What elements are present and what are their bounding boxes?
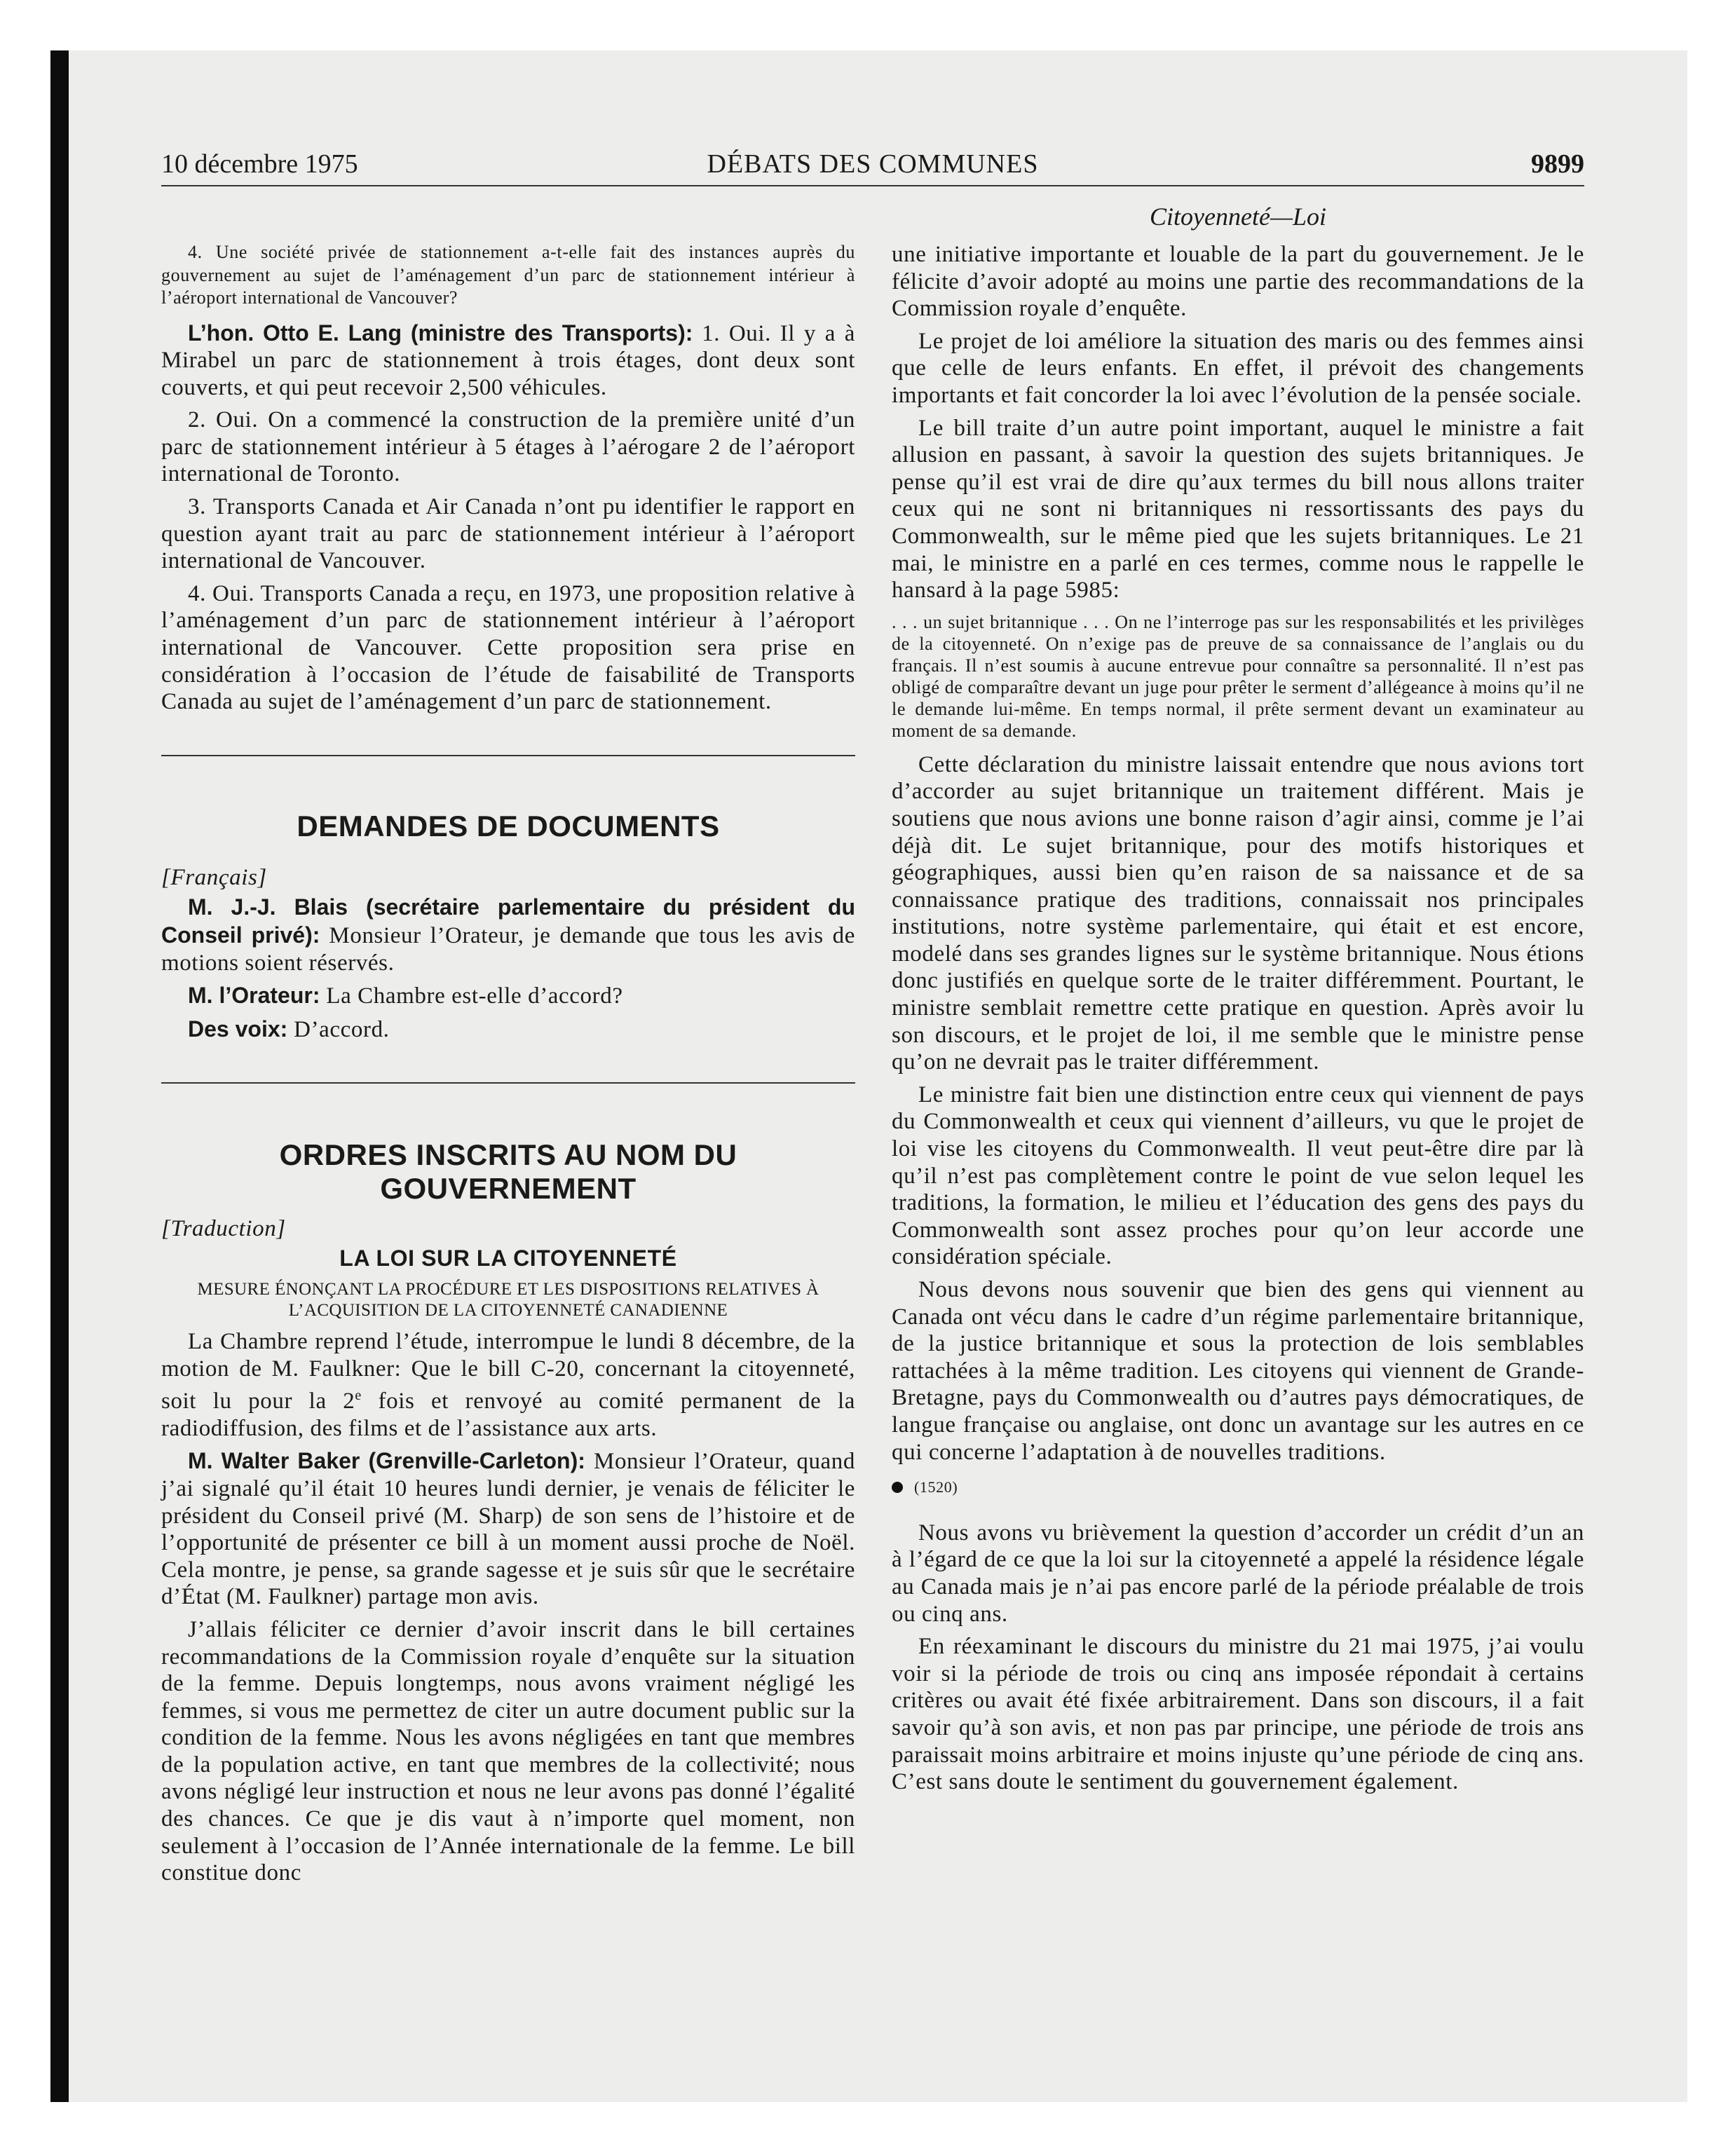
binding-edge	[50, 50, 69, 2102]
orateur-text: La Chambre est-elle d’accord?	[320, 983, 623, 1009]
lang-answer-text: 1. Oui. Il y a à Mirabel un parc de stationnement à trois étages, dont deux sont couverts, et qui peut recevoir 2,500 véhicules.	[161, 320, 855, 400]
speaker-baker: M. Walter Baker (Grenville-Carleton):	[188, 1448, 585, 1474]
section-title-demandes: DEMANDES DE DOCUMENTS	[297, 809, 720, 842]
running-head: Citoyenneté—Loi	[1150, 203, 1326, 231]
hansard-quote: . . . un sujet britannique . . . On ne l’interroge pas sur les responsabilités et les privilèges de la citoyenneté. On n’exige pas de preuve de sa connaissance de l’anglais ou du français. Il n’est soumis à aucune entrevue pour connaître sa personnalité. Il n’est pas obligé de comparaître devant un juge pour prêter le serment d’allégeance à moins qu’il ne le demande lui-même. En temps normal, il prête serment devant un examinateur au moment de sa demande.	[892, 611, 1584, 741]
page-number: 9899	[1531, 149, 1584, 179]
paragraph-jallais: J’allais féliciter ce dernier d’avoir inscrit dans le bill certaines recommandations de la Commission royale d’enquête sur la situation de la femme. Depuis longtemps, nous avons vraiment négligé les femmes, si vous me permettez de citer un autre document public sur la condition de la femme. Nous les avons négligées en tant que membres de la population active, en tant que membres de la collectivité; nous avons négligé leur instruction et nous ne leur avons pas donné l’égalité des chances. Ce que je dis vaut à n’importe quel moment, non seulement à l’occasion de l’Année internationale de la femme. Le bill constitue donc	[161, 1616, 855, 1886]
header-date: 10 décembre 1975	[161, 149, 358, 179]
speaker-lang: L’hon. Otto E. Lang (ministre des Transports):	[188, 320, 693, 346]
header-title: DÉBATS DES COMMUNES	[707, 149, 1039, 179]
paragraph: Le bill traite d’un autre point important, auquel le ministre a fait allusion en passant, à savoir la question des sujets britanniques. Je pense qu’il est vrai de dire qu’aux termes du bill nous allons traiter ceux qui ne sont ni britanniques ni ressortissants des pays du Commonwealth, sur le même pied que les sujets britanniques. Le 21 mai, le ministre en a parlé en ces termes, comme nous le rappelle le hansard à la page 5985:	[892, 415, 1584, 603]
paragraph: Nous devons nous souvenir que bien des gens qui viennent au Canada ont vécu dans le cadre d’un régime parlementaire britannique, de la justice britannique et sous la protection de lois semblables rattachées à la même tradition. Les citoyens qui viennent de Grande-Bretagne, pays du Commonwealth ou d’autres pays démocratiques, de langue française ou anglaise, ont donc un avantage sur les autres en ce qui concerne l’adaptation à de nouvelles traditions.	[892, 1277, 1584, 1465]
answer-3: 3. Transports Canada et Air Canada n’ont pu identifier le rapport en question ayant trait au parc de stationnement intérieur à l’aéroport international de Vancouver.	[161, 494, 855, 574]
orateur-statement	[161, 982, 855, 1010]
section-title-ordres: ORDRES INSCRITS AU NOM DU GOUVERNEMENT	[279, 1138, 737, 1206]
resume-motion	[161, 1328, 855, 1442]
lang-answer	[161, 320, 855, 402]
blais-statement	[161, 894, 855, 976]
paragraph: Le projet de loi améliore la situation des maris ou des femmes ainsi que celle de leurs enfants. En effet, il prévoit des changements importants et fait concorder la loi avec l’évolution de la pensée sociale.	[892, 328, 1584, 408]
paragraph: En réexaminant le discours du ministre du 21 mai 1975, j’ai voulu voir si la période de trois ou cinq ans imposée répondait à certains critères ou avait été fixée arbitrairement. Dans son discours, il a fait savoir qu’à son avis, et non pas par principe, une période de trois ans paraissait moins arbitraire et moins injuste qu’une période de cinq ans. C’est sans doute le sentiment du gouvernement également.	[892, 1634, 1584, 1795]
paragraph: Cette déclaration du ministre laissait entendre que nous avions tort d’accorder au sujet britannique un traitement différent. Mais je soutiens que nous avions une bonne raison d’agir ainsi, comme je l’ai déjà dit. Le sujet britannique, pour des motifs historiques et géographiques, aussi bien qu’en raison de sa naissance et de sa connaissance pratique des traditions, connaissait nos principales institutions, notre système parlementaire, qui était et est encore, modelé dans ses grandes lignes sur le système britannique. Nous étions donc justifiés en quelque sorte de le traiter différemment. Pourtant, le ministre semblait remettre cette pratique en question. Après avoir lu son discours, et le projet de loi, il me semble que le ministre pense qu’on ne devrait pas le traiter différemment.	[892, 751, 1584, 1075]
speaker-blais: M. J.-J. Blais (secrétaire parlementaire du président du Conseil privé):	[161, 894, 855, 948]
answer-4: 4. Oui. Transports Canada a reçu, en 1973, une proposition relative à l’aménagement d’un parc de stationnement intérieur à l’aéroport international de Vancouver. Cette proposition sera prise en considération à l’occasion de l’étude de faisabilité de Transports Canada au sujet de l’aménagement d’un parc de stationnement.	[161, 580, 855, 715]
section-divider	[161, 1082, 855, 1084]
language-tag-francais: [Français]	[161, 864, 267, 890]
voix-statement	[161, 1016, 855, 1044]
section-divider	[161, 755, 855, 756]
voix-text: D’accord.	[287, 1016, 390, 1042]
bullet-icon	[892, 1482, 903, 1493]
speaker-voix: Des voix:	[188, 1016, 288, 1042]
page-header	[161, 149, 1584, 184]
bill-title: LA LOI SUR LA CITOYENNETÉ	[339, 1245, 677, 1271]
ordinal-superscript: e	[355, 1388, 362, 1404]
paragraph: une initiative importante et louable de la part du gouvernement. Je le félicite d’avoir adopté au moins une partie des recommandations de la Commission royale d’enquête.	[892, 242, 1584, 322]
language-tag-traduction: [Traduction]	[161, 1216, 286, 1242]
paragraph: Le ministre fait bien une distinction entre ceux qui viennent de pays du Commonwealth et ceux qui viennent d’ailleurs, vu que le projet de loi vise les citoyens du Commonwealth. Il veut peut-être dire par là qu’il n’est pas complètement contre le point de vue selon lequel les traditions, la formation, le milieu et l’éducation des gens des pays du Commonwealth sont assez proches pour qu’on leur accorde une considération spéciale.	[892, 1082, 1584, 1270]
baker-statement	[161, 1447, 855, 1611]
blais-text: Monsieur l’Orateur, je demande que tous les avis de motions soient réservés.	[161, 923, 856, 976]
left-column	[161, 241, 855, 1892]
speaker-orateur: M. l’Orateur:	[188, 983, 320, 1009]
header-rule	[161, 185, 1584, 186]
time-marker-text: (1520)	[914, 1478, 958, 1496]
question-block	[161, 241, 855, 310]
question-4: 4. Une société privée de stationnement a-t-elle fait des instances auprès du gouvernement au sujet de l’aménagement d’un parc de stationnement intérieur à l’aéroport international de Vancouver?	[161, 242, 855, 308]
answer-2: 2. Oui. On a commencé la construction de la première unité d’un parc de stationnement intérieur à 5 étages à l’aérogare 2 de l’aéroport international de Toronto.	[161, 407, 855, 487]
resume-text-a: La Chambre reprend l’étude, interrompue le lundi 8 décembre, de la motion de M. Faulkner: Que le bill C-20, concernant la citoyenneté, soit lu pour la 2	[161, 1328, 855, 1414]
resume-text-b: fois et renvoyé au comité permanent de la radiodiffusion, des films et de l’assistance aux arts.	[161, 1389, 855, 1441]
paragraph: Nous avons vu brièvement la question d’accorder un crédit d’un an à l’égard de ce que la loi sur la citoyenneté a appelé la résidence légale au Canada mais je n’ai pas encore parlé de la période préalable de trois ou cinq ans.	[892, 1520, 1584, 1627]
baker-text: Monsieur l’Orateur, quand j’ai signalé qu’il était 10 heures lundi dernier, je venais de féliciter le président du Conseil privé (M. Sharp) de son sens de l’histoire et de l’opportunité de présenter ce bill à un moment aussi proche de Noël. Cela montre, je pense, sa grande sagesse et je suis sûr que le secrétaire d’État (M. Faulkner) partage mon avis.	[161, 1449, 855, 1610]
time-marker	[892, 1474, 1584, 1501]
bill-description: MESURE ÉNONÇANT LA PROCÉDURE ET LES DISPOSITIONS RELATIVES À L’ACQUISITION DE LA CITOYENNETÉ CANADIENNE	[197, 1279, 819, 1320]
right-column	[892, 241, 1584, 1801]
